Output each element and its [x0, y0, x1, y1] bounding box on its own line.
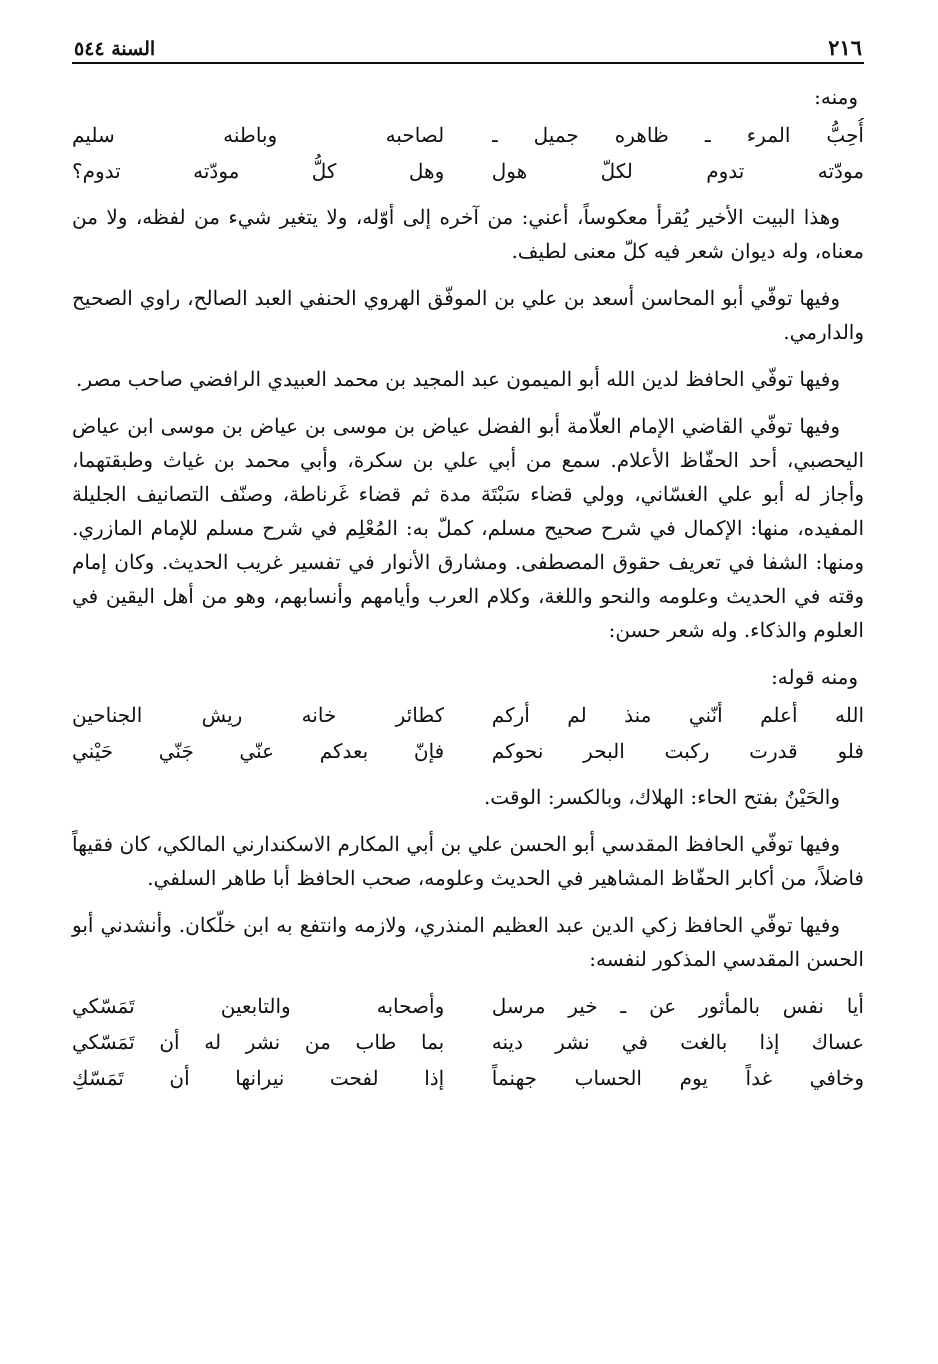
second-hemistich: وأصحابه والتابعين تَمَسّكي [72, 994, 445, 1018]
second-hemistich: فإنّ بعدكم عنّي جَنّي حَيْني [72, 739, 445, 763]
paragraph: وفيها توفّي الحافظ زكي الدين عبد العظيم المنذري، ولازمه وانتفع به ابن خلّكان. وأنشدني أبو الحسن المقدسي المذكور لنفسه: [72, 913, 864, 971]
book-page [72, 22, 864, 1107]
intro-line: ومنه: [814, 85, 858, 109]
first-hemistich: الله أعلم أنّني منذ لم أركم [491, 703, 864, 727]
verse-line [72, 1061, 864, 1097]
first-hemistich: فلو قدرت ركبت البحر نحوكم [491, 739, 864, 763]
second-hemistich: لصاحبه وباطنه سليم [72, 123, 445, 147]
first-hemistich: وخافي غداً يوم الحساب جهنماً [491, 1066, 864, 1090]
verse-line [72, 989, 864, 1025]
verse-line [72, 1025, 864, 1061]
first-hemistich: أُحِبُّ المرء ـ ظاهره جميل ـ [491, 123, 864, 147]
page-number: ٢١٦ [828, 35, 862, 60]
first-hemistich: مودّته تدوم لكلّ هول [491, 159, 864, 183]
paragraph: وفيها توفّي الحافظ لدين الله أبو الميمون عبد المجيد بن محمد العبيدي الرافضي صاحب مصر. [75, 367, 840, 391]
verse-line [72, 154, 864, 190]
verse-line [72, 698, 864, 734]
poem-1 [72, 118, 864, 190]
paragraph: وفيها توفّي الحافظ المقدسي أبو الحسن علي بن أبي المكارم الاسكندارني المالكي، كان فقيهاً فاضلاً، من أكابر الحفّاظ المشاهير في الحديث وعلومه، صحب الحافظ أبا طاهر السلفي. [72, 832, 864, 890]
year-label: السنة ٥٤٤ [74, 38, 156, 60]
second-hemistich: كطائر خانه ريش الجناحين [72, 703, 445, 727]
verse-line [72, 734, 864, 770]
paragraph: وفيها توفّي القاضي الإمام العلّامة أبو الفضل عياض بن موسى بن عياض بن موسى ابن عياض اليحصبي، أحد الحفّاظ الأعلام. سمع من أبي علي بن سكرة، وأبي محمد بن غياث وطبقتهما، وأجاز له أبو علي الغسّاني، وولي قضاء سَبْتَة مدة ثم قضاء غَرناطة، وصنّف التصانيف الجليلة المفيده، منها: الإكمال في شرح صحيح مسلم، كملّ به: المُعْلِم في شرح مسلم للإمام المازري. ومنها: الشفا في تعريف حقوق المصطفى. ومشارق الأنوار في تفسير غريب الحديث. وكان إمام وقته في الحديث وعلومه والنحو واللغة، وكلام العرب وأيامهم وأنسابهم، وهو من أهل اليقين في العلوم والذكاء. وله شعر حسن: [72, 414, 865, 642]
paragraph: وهذا البيت الأخير يُقرأ معكوساً، أعني: من آخره إلى أوّله، ولا يتغير شيء من لفظه، ولا من معناه، وله ديوان شعر فيه كلّ معنى لطيف. [72, 205, 864, 263]
second-hemistich: وهل كلُّ مودّته تدوم؟ [72, 159, 445, 183]
second-hemistich: بما طاب من نشر له أن تَمَسّكي [72, 1030, 445, 1054]
first-hemistich: عساك إذا بالغت في نشر دينه [491, 1030, 864, 1054]
poem-3 [72, 989, 864, 1097]
second-hemistich: إذا لفحت نيرانها أن تَمَسّكِ [72, 1066, 445, 1090]
paragraph: وفيها توفّي أبو المحاسن أسعد بن علي بن الموفّق الهروي الحنفي العبد الصالح، راوي الصحيح والدارمي. [72, 286, 864, 344]
verse-line [72, 118, 864, 154]
first-hemistich: أيا نفس بالمأثور عن ـ خير مرسل [491, 994, 864, 1018]
paragraph: والحَيْنُ بفتح الحاء: الهلاك، وبالكسر: الوقت. [483, 785, 840, 809]
poem-2 [72, 698, 864, 770]
intro-line: ومنه قوله: [771, 665, 858, 689]
page-header [72, 22, 864, 64]
page-body [72, 64, 864, 1097]
